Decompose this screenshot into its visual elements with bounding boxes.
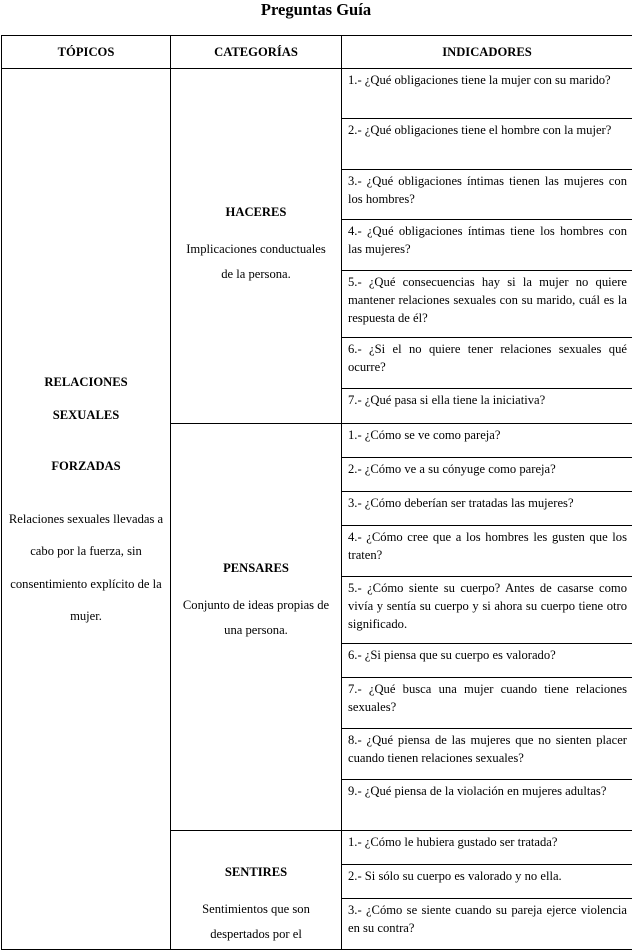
indicator: 3.- ¿Cómo se siente cuando su pareja ejerce violencia en su contra? <box>342 899 632 950</box>
indicator: 5.- ¿Cómo siente su cuerpo? Antes de casarse como vivía y sentía su cuerpo y si ahora su cuerpo tiene otro significado. <box>342 577 632 644</box>
indicator: 2.- ¿Cómo ve a su cónyuge como pareja? <box>342 458 632 492</box>
category-pensares <box>171 424 342 831</box>
indicator: 7.- ¿Qué busca una mujer cuando tiene relaciones sexuales? <box>342 678 632 729</box>
indicator: 3.- ¿Cómo deberían ser tratadas las mujeres? <box>342 492 632 526</box>
guide-questions-table <box>1 35 632 950</box>
category-name: HACERES <box>225 205 287 219</box>
indicator: 3.- ¿Qué obligaciones íntimas tienen las mujeres con los hombres? <box>342 170 632 220</box>
indicator: 6.- ¿Si piensa que su cuerpo es valorado? <box>342 644 632 678</box>
category-name: PENSARES <box>223 561 289 575</box>
header-topicos: TÓPICOS <box>2 36 171 69</box>
indicator: 2.- ¿Qué obligaciones tiene el hombre con la mujer? <box>342 119 632 170</box>
indicator: 6.- ¿Si el no quiere tener relaciones sexuales qué ocurre? <box>342 338 632 389</box>
topic-description: Relaciones sexuales llevadas a cabo por la fuerza, sin consentimiento explícito de la mujer. <box>8 511 164 623</box>
category-sentires <box>171 831 342 950</box>
indicator: 7.- ¿Qué pasa si ella tiene la iniciativa? <box>342 389 632 424</box>
topic-line-3: FORZADAS <box>51 458 121 473</box>
indicator: 1.- ¿Cómo le hubiera gustado ser tratada? <box>342 831 632 865</box>
header-row <box>2 36 632 69</box>
topic-cell <box>2 69 171 950</box>
indicator: 5.- ¿Qué consecuencias hay si la mujer no quiere mantener relaciones sexuales con su marido, cuál es la respuesta de él? <box>342 271 632 338</box>
header-categorias: CATEGORÍAS <box>171 36 342 69</box>
indicator: 9.- ¿Qué piensa de la violación en mujeres adultas? <box>342 780 632 831</box>
table-row <box>2 69 632 119</box>
page-title: Preguntas Guía <box>260 0 372 19</box>
topic-line-2: SEXUALES <box>52 407 120 422</box>
category-description: Implicaciones conductuales de la persona. <box>186 242 326 281</box>
topic-line-1: RELACIONES <box>44 374 128 389</box>
category-name: SENTIRES <box>224 865 288 879</box>
category-haceres <box>171 69 342 424</box>
indicator: 8.- ¿Qué piensa de las mujeres que no sienten placer cuando tienen relaciones sexuales? <box>342 729 632 780</box>
indicator: 1.- ¿Cómo se ve como pareja? <box>342 424 632 458</box>
indicator: 1.- ¿Qué obligaciones tiene la mujer con su marido? <box>342 69 632 119</box>
category-description: Conjunto de ideas propias de una persona. <box>182 598 330 637</box>
category-description: Sentimientos que son despertados por el <box>202 902 310 941</box>
indicator: 2.- Si sólo su cuerpo es valorado y no ella. <box>342 865 632 899</box>
indicator: 4.- ¿Cómo cree que a los hombres les gusten que los traten? <box>342 526 632 577</box>
indicator: 4.- ¿Qué obligaciones íntimas tiene los hombres con las mujeres? <box>342 220 632 271</box>
header-indicadores: INDICADORES <box>342 36 632 69</box>
